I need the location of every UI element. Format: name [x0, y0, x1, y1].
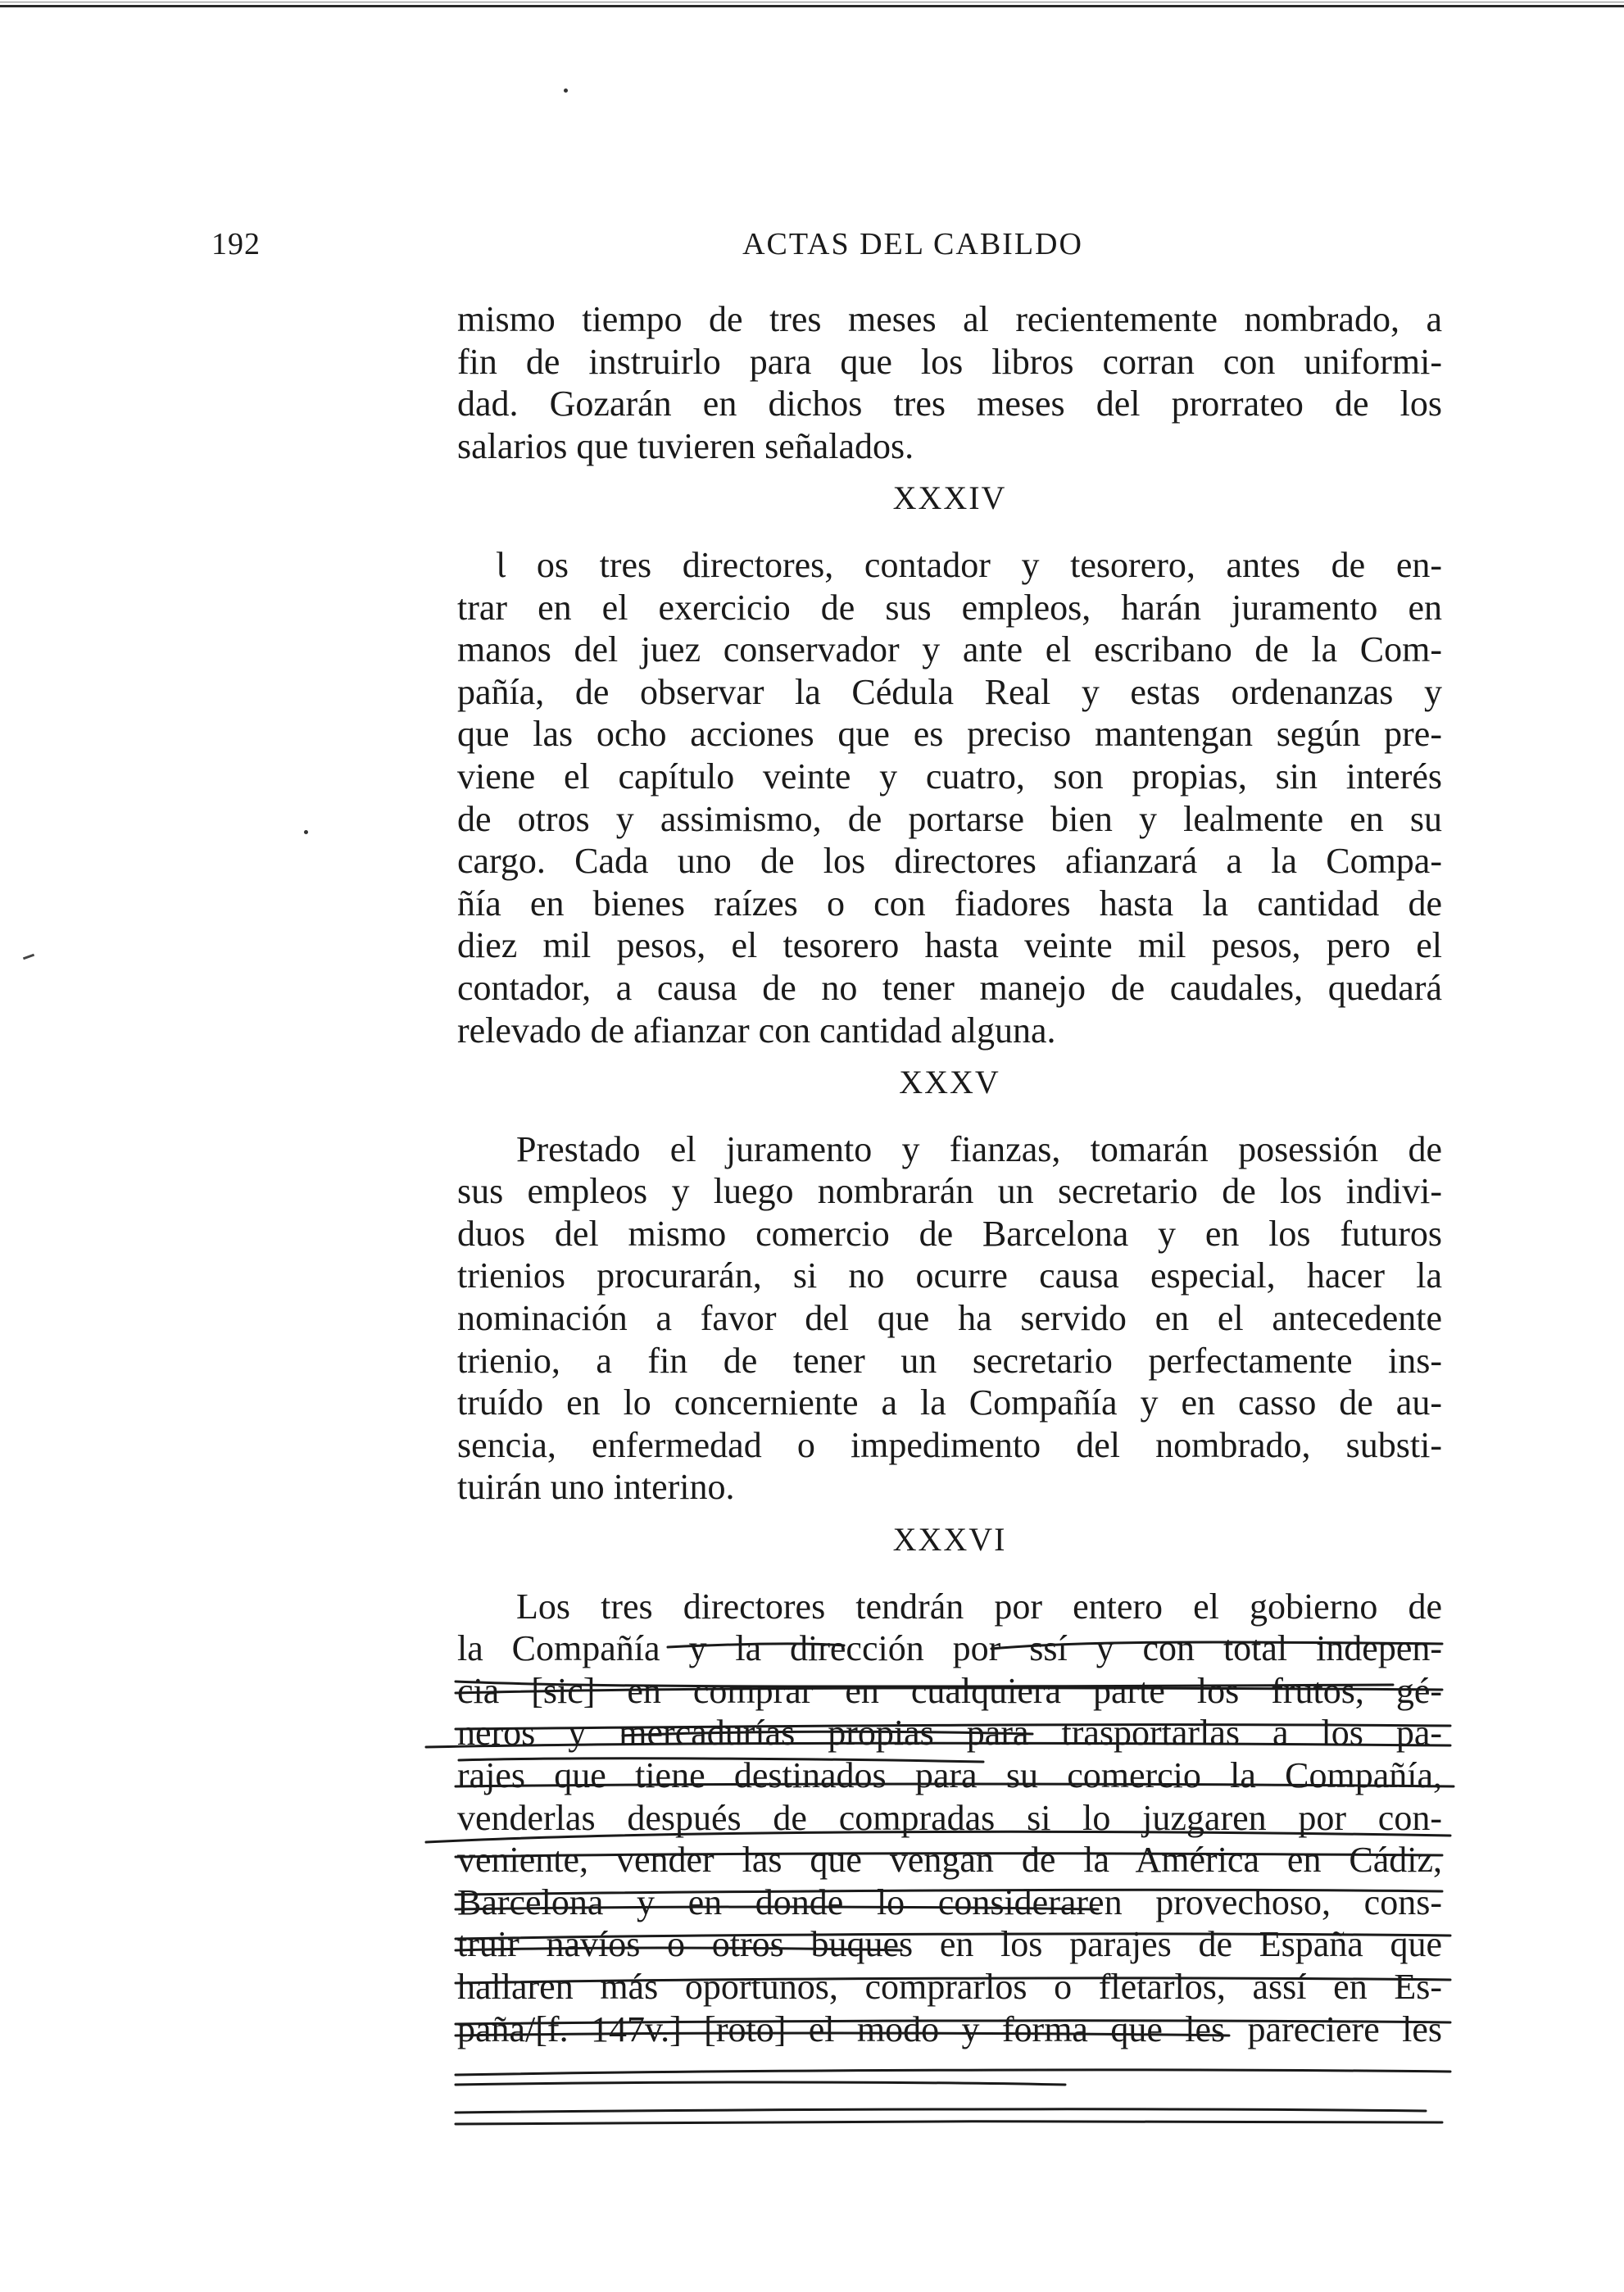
text-line: la Compañía y la dirección por ssí y con total indepen- [457, 1628, 1442, 1669]
text-line: viene el capítulo veinte y cuatro, son propias, sin interés [457, 756, 1442, 797]
text-line: que las ocho acciones que es preciso mantengan según pre- [457, 714, 1442, 755]
text-line: sus empleos y luego nombrarán un secretario de los indivi- [457, 1171, 1442, 1212]
text-line: pañía, de observar la Cédula Real y estas ordenanzas y [457, 671, 1442, 712]
text-line: manos del juez conservador y ante el escribano de la Com- [457, 629, 1442, 670]
text-line: trienio, a fin de tener un secretario perfectamente ins- [457, 1340, 1442, 1381]
text-line: diez mil pesos, el tesorero hasta veinte mil pesos, pero el [457, 925, 1442, 966]
text-line: trienios procurarán, si no ocurre causa especial, hacer la [457, 1255, 1442, 1296]
text-line: tuirán uno interino. [457, 1467, 735, 1508]
text-line: cargo. Cada uno de los directores afianzará a la Compa- [457, 841, 1442, 882]
text-line: cia [sic] en comprar en cualquiera parte los frutos, gé- [457, 1670, 1442, 1711]
ink-speck [564, 89, 568, 93]
text-line: venderlas después de compradas si lo juzgaren por con- [457, 1797, 1442, 1838]
text-line: de otros y assimismo, de portarse bien y lealmente en su [457, 798, 1442, 839]
text-line: hallaren más oportunos, comprarlos o fletarlos, assí en Es- [457, 1966, 1442, 2007]
text-line: salarios que tuvieren señalados. [457, 425, 914, 466]
top-edge-rule [0, 5, 1624, 7]
text-line: paña/[f. 147v.] [roto] el modo y forma que les pareciere les [457, 2008, 1442, 2049]
paragraph-xxxvi [457, 1586, 1442, 2051]
text-line: relevado de afianzar con cantidad alguna. [457, 1010, 1056, 1051]
text-line: truído en lo concerniente a la Compañía y en casso de au- [457, 1382, 1442, 1423]
ink-mark [23, 954, 34, 960]
text-line: sencia, enfermedad o impedimento del nombrado, substi- [457, 1424, 1442, 1465]
paragraph-continuation [457, 298, 1442, 467]
text-line: Barcelona y en donde lo consideraren provechoso, cons- [457, 1881, 1442, 1922]
underline-stroke [456, 2109, 1426, 2113]
text-line: Los tres directores tendrán por entero el gobierno de [516, 1586, 1442, 1627]
text-line: veniente, vender las que vengan de la América en Cádiz, [457, 1840, 1442, 1881]
text-line: nominación a favor del que ha servido en el antecedente [457, 1298, 1442, 1339]
text-line: truir navíos o otros buques en los parajes de España que [457, 1924, 1442, 1965]
page-number: 192 [211, 227, 261, 261]
text-line: trar en el exercicio de sus empleos, harán juramento en [457, 587, 1442, 628]
text-line: rajes que tiene destinados para su comercio la Compañía, [457, 1755, 1442, 1795]
paragraph-xxxv [457, 1128, 1442, 1509]
text-line: mismo tiempo de tres meses al recientemente nombrado, a [457, 299, 1442, 339]
section-heading-xxxiv: XXXIV [892, 479, 1007, 517]
section-heading-xxxv: XXXV [899, 1064, 1000, 1101]
ink-speck [304, 830, 308, 834]
underline-stroke [456, 2122, 1442, 2124]
text-line: fin de instruirlo para que los libros corran con uniformi- [457, 341, 1442, 382]
text-line: duos del mismo comercio de Barcelona y en los futuros [457, 1213, 1442, 1254]
text-line: Prestado el juramento y fianzas, tomarán posessión de [516, 1128, 1442, 1169]
underline-stroke [456, 2070, 1450, 2075]
text-line: neros y mercadurías propias para trasportarlas a los pa- [457, 1713, 1442, 1754]
text-line: ñía en bienes raízes o con fiadores hasta la cantidad de [457, 883, 1442, 924]
section-heading-xxxvi: XXXVI [892, 1521, 1007, 1559]
underline-stroke [456, 2082, 1065, 2085]
text-line: contador, a causa de no tener manejo de caudales, quedará [457, 967, 1442, 1008]
text-line: Ɩ os tres directores, contador y tesorero, antes de en- [497, 544, 1442, 585]
paragraph-xxxiv [457, 544, 1442, 1051]
running-title: ACTAS DEL CABILDO [742, 227, 1083, 261]
body-text [457, 298, 1442, 2050]
text-line: dad. Gozarán en dichos tres meses del prorrateo de los [457, 384, 1442, 424]
